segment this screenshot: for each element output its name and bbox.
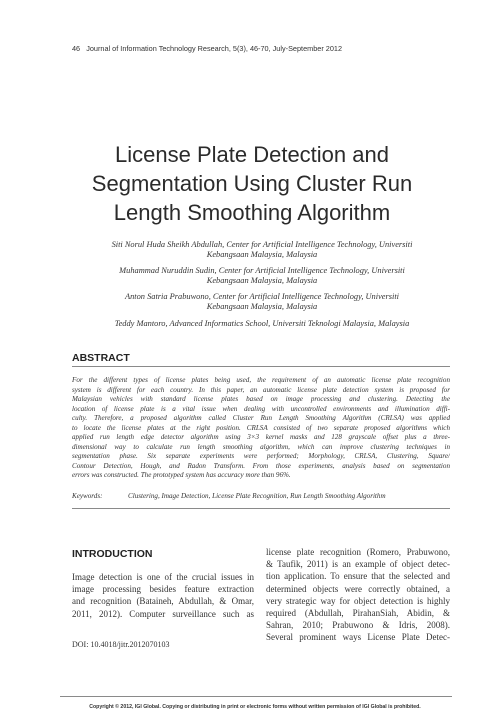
copyright-footer: Copyright © 2012, IGI Global. Copying or distributing in print or electronic forms without written permission of IGI Global is prohibited. xyxy=(89,704,421,710)
keywords-text: Clustering, Image Detection, License Plate Recognition, Run Length Smoothing Algorithm xyxy=(128,492,386,500)
doi: DOI: 10.4018/jitr.2012070103 xyxy=(72,640,170,649)
title-line: Segmentation Using Cluster Run xyxy=(91,171,413,196)
running-header xyxy=(72,44,342,53)
body-line: very strategic way for object detection is highly xyxy=(266,595,450,606)
body-line: license plate recognition (Romero, Prabuwono, xyxy=(266,547,450,557)
abstract-line: Contour Detection, Hough, and Radon Transform. From those experiments, analysis based on segmentation xyxy=(72,461,450,470)
abstract-line: errors was constructed. The prototyped system has accuracy more than 96%. xyxy=(72,471,291,479)
intro-right-column xyxy=(266,546,450,644)
abstract-line: culty. Therefore, a proposed algorithm called Cluster Run Length Smoothing Algorithm (CRLSA) was applied xyxy=(72,414,450,422)
body-line: Image detection is one of the crucial issues in xyxy=(72,572,254,582)
abstract-line: applied run length edge detector algorithm using 3×3 kernel masks and 128 grayscale offset plus a three- xyxy=(72,433,450,441)
introduction-heading: INTRODUCTION xyxy=(72,548,153,560)
body-line: Sahran, 2010; Prabuwono & Idris, 2008). xyxy=(266,620,450,631)
title-line: License Plate Detection and xyxy=(115,142,389,167)
author-line: Kebangsaan Malaysia, Malaysia xyxy=(206,249,318,259)
abstract-top-rule xyxy=(72,366,450,367)
author-line: Kebangsaan Malaysia, Malaysia xyxy=(206,275,318,285)
abstract-heading: ABSTRACT xyxy=(72,352,130,364)
abstract-bottom-rule xyxy=(72,508,450,509)
keywords-label: Keywords: xyxy=(72,492,103,500)
abstract-line: dimensional way to calculate run length smoothing algorithm, which can improve clustering techniques in xyxy=(72,442,450,451)
body-line: Several prominent ways License Plate Detec- xyxy=(266,632,450,643)
author-affiliation xyxy=(72,266,452,285)
footer-rule xyxy=(60,696,452,697)
title-line: Length Smoothing Algorithm xyxy=(113,200,391,225)
author-line: Teddy Mantoro, Advanced Informatics School, Universiti Teknologi Malaysia, Malaysia xyxy=(114,319,410,328)
paper-title xyxy=(40,140,464,227)
body-line: image processing besides feature extraction xyxy=(72,584,254,595)
page-number: 46 xyxy=(72,44,81,53)
author-line: Kebangsaan Malaysia, Malaysia xyxy=(206,301,318,311)
author-affiliation xyxy=(72,240,452,259)
abstract-line: Malaysian vehicles with standard license plates based on image processing and clustering. Detecting the xyxy=(72,395,450,403)
author-line: Anton Satria Prabuwono, Center for Artificial Intelligence Technology, Universiti xyxy=(124,292,400,301)
abstract-line: to locate the license plates at the right position. CRLSA consisted of two separate proposed algorithms which xyxy=(72,423,450,432)
body-line: 2011, 2012). Computer surveillance such as xyxy=(72,608,254,619)
abstract-line: system is different for each country. In this paper, an automatic license plate detection system is proposed for xyxy=(72,385,450,394)
body-line: and recognition (Bataineh, Abdullah, & Omar, xyxy=(72,596,254,607)
keywords xyxy=(72,492,450,500)
body-line: determined objects were correctly obtained, a xyxy=(266,583,450,594)
author-line: Siti Norul Huda Sheikh Abdullah, Center for Artificial Intelligence Technology, Universiti xyxy=(111,240,413,249)
author-line: Muhammad Nuruddin Sudin, Center for Artificial Intelligence Technology, Universiti xyxy=(119,266,405,275)
intro-left-column xyxy=(72,571,254,620)
author-affiliation xyxy=(72,319,452,329)
author-affiliation xyxy=(72,292,452,311)
abstract-line: For the different types of license plates being used, the requirement of an automatic license plate recognition xyxy=(72,376,450,384)
abstract-line: location of license plate is a vital issue when dealing with uncontrolled environments and illumination diffi- xyxy=(72,404,450,413)
abstract-line: segmentation phase. Six separate experiments were performed; Morphology, CRLSA, Clustering, Square/ xyxy=(72,452,450,460)
journal-citation: Journal of Information Technology Research, 5(3), 46-70, July-September 2012 xyxy=(86,44,343,53)
body-line: tion application. To ensure that the selected and xyxy=(266,571,450,582)
abstract-text xyxy=(72,376,450,481)
body-line: required (Abdullah, PirahanSiah, Abidin, & xyxy=(266,608,450,619)
body-line: & Taufik, 2011) is an example of object detec- xyxy=(266,559,450,570)
